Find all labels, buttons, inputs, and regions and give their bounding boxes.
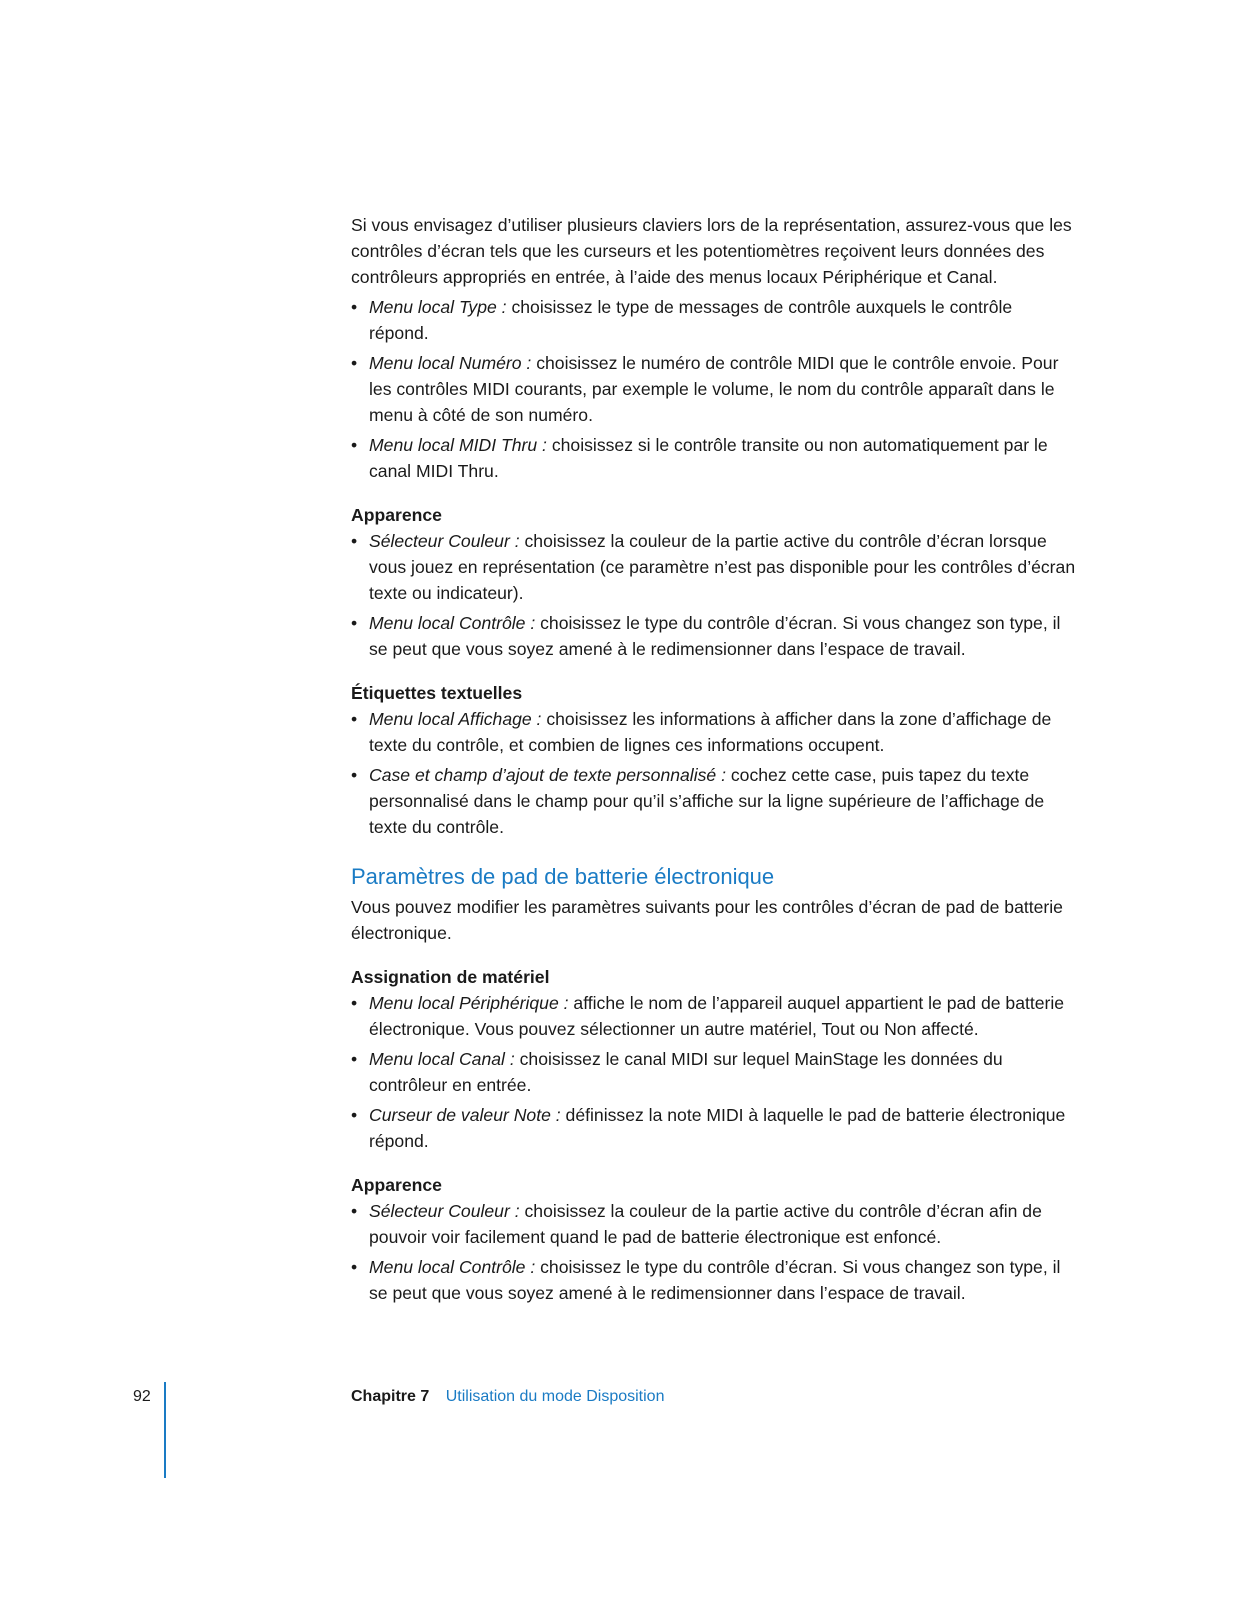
chapter-title-link[interactable]: Utilisation du mode Disposition xyxy=(445,1388,665,1405)
bullet-term: Sélecteur Couleur : xyxy=(369,1201,520,1221)
bullet-term: Menu local Canal : xyxy=(369,1049,515,1069)
bullet-term: Case et champ d’ajout de texte personnalisé : xyxy=(369,765,726,785)
bullet-text: cochez cette case, puis tapez du texte personnalisé dans le champ pour qu’il s’affiche sur la ligne supérieure de l’affichage de texte du contrôle. xyxy=(369,765,1045,837)
bullet-text: affiche le nom de l’appareil auquel appartient le pad de batterie électronique. Vous pouvez sélectionner un autre matériel, Tout ou Non affecté. xyxy=(369,993,1065,1039)
bullet-text: définissez la note MIDI à laquelle le pad de batterie électronique répond. xyxy=(369,1105,1066,1151)
bullet-mark: • xyxy=(351,353,358,373)
bullet-term: Menu local Affichage : xyxy=(369,709,542,729)
list-item xyxy=(351,1198,1076,1250)
subheading-apparence: Apparence xyxy=(351,505,442,525)
list-item xyxy=(351,706,1076,758)
bullet-mark: • xyxy=(351,765,358,785)
footer-chapter xyxy=(351,1388,664,1406)
page-number: 92 xyxy=(133,1388,151,1405)
list-item xyxy=(351,1254,1076,1306)
subheading-apparence-2: Apparence xyxy=(351,1175,442,1195)
section-title: Paramètres de pad de batterie électronique xyxy=(351,864,775,889)
list-item xyxy=(351,294,1076,346)
bullet-text: choisissez le numéro de contrôle MIDI que le contrôle envoie. Pour les contrôles MIDI courants, par exemple le volume, le nom du contrôle apparaît dans le menu à côté de son numéro. xyxy=(369,353,1059,425)
bullet-list-a xyxy=(351,294,1076,484)
list-item xyxy=(351,990,1076,1042)
bullet-text: choisissez le type du contrôle d’écran. Si vous changez son type, il se peut que vous soyez amené à le redimensionner dans l’espace de travail. xyxy=(369,613,1061,659)
bullet-list-b xyxy=(351,528,1076,662)
bullet-mark: • xyxy=(351,1257,358,1277)
list-item xyxy=(351,762,1076,840)
list-item xyxy=(351,610,1076,662)
bullet-term: Menu local Périphérique : xyxy=(369,993,569,1013)
list-item xyxy=(351,528,1076,606)
bullet-mark: • xyxy=(351,297,358,317)
bullet-mark: • xyxy=(351,1201,358,1221)
bullet-term: Menu local Contrôle : xyxy=(369,613,536,633)
section-intro: Vous pouvez modifier les paramètres suivants pour les contrôles d’écran de pad de batterie électronique. xyxy=(351,897,1063,943)
bullet-term: Menu local MIDI Thru : xyxy=(369,435,547,455)
bullet-mark: • xyxy=(351,531,358,551)
bullet-text: choisissez le type du contrôle d’écran. Si vous changez son type, il se peut que vous soyez amené à le redimensionner dans l’espace de travail. xyxy=(369,1257,1061,1303)
list-item xyxy=(351,1046,1076,1098)
bullet-list-e xyxy=(351,1198,1076,1306)
bullet-term: Menu local Type : xyxy=(369,297,507,317)
bullet-mark: • xyxy=(351,1049,358,1069)
bullet-term: Menu local Numéro : xyxy=(369,353,532,373)
bullet-term: Curseur de valeur Note : xyxy=(369,1105,561,1125)
page-content xyxy=(351,212,1076,1310)
bullet-list-d xyxy=(351,990,1076,1154)
bullet-text: choisissez la couleur de la partie active du contrôle d’écran lorsque vous jouez en représentation (ce paramètre n’est pas disponible pour les contrôles d’écran texte ou indicateur). xyxy=(369,531,1076,603)
bullet-term: Menu local Contrôle : xyxy=(369,1257,536,1277)
bullet-mark: • xyxy=(351,435,358,455)
bullet-text: choisissez le canal MIDI sur lequel MainStage les données du contrôleur en entrée. xyxy=(369,1049,1003,1095)
intro-paragraph: Si vous envisagez d’utiliser plusieurs claviers lors de la représentation, assurez-vous que les contrôles d’écran tels que les curseurs et les potentiomètres reçoivent leurs données des contrôleurs appropriés en entrée, à l’aide des menus locaux Périphérique et Canal. xyxy=(351,215,1072,287)
subheading-etiquettes: Étiquettes textuelles xyxy=(351,683,523,703)
bullet-text: choisissez les informations à afficher dans la zone d’affichage de texte du contrôle, et combien de lignes ces informations occupent. xyxy=(369,709,1052,755)
bullet-mark: • xyxy=(351,993,358,1013)
list-item xyxy=(351,1102,1076,1154)
list-item xyxy=(351,350,1076,428)
list-item xyxy=(351,432,1076,484)
subheading-assignation: Assignation de matériel xyxy=(351,967,550,987)
bullet-text: choisissez le type de messages de contrôle auxquels le contrôle répond. xyxy=(369,297,1013,343)
bullet-mark: • xyxy=(351,1105,358,1125)
bullet-mark: • xyxy=(351,613,358,633)
bullet-mark: • xyxy=(351,709,358,729)
bullet-text: choisissez si le contrôle transite ou non automatiquement par le canal MIDI Thru. xyxy=(369,435,1048,481)
bullet-list-c xyxy=(351,706,1076,840)
bullet-text: choisissez la couleur de la partie active du contrôle d’écran afin de pouvoir voir facilement quand le pad de batterie électronique est enfoncé. xyxy=(369,1201,1042,1247)
chapter-label: Chapitre 7 xyxy=(351,1388,430,1405)
bullet-term: Sélecteur Couleur : xyxy=(369,531,520,551)
footer-divider xyxy=(164,1382,166,1478)
